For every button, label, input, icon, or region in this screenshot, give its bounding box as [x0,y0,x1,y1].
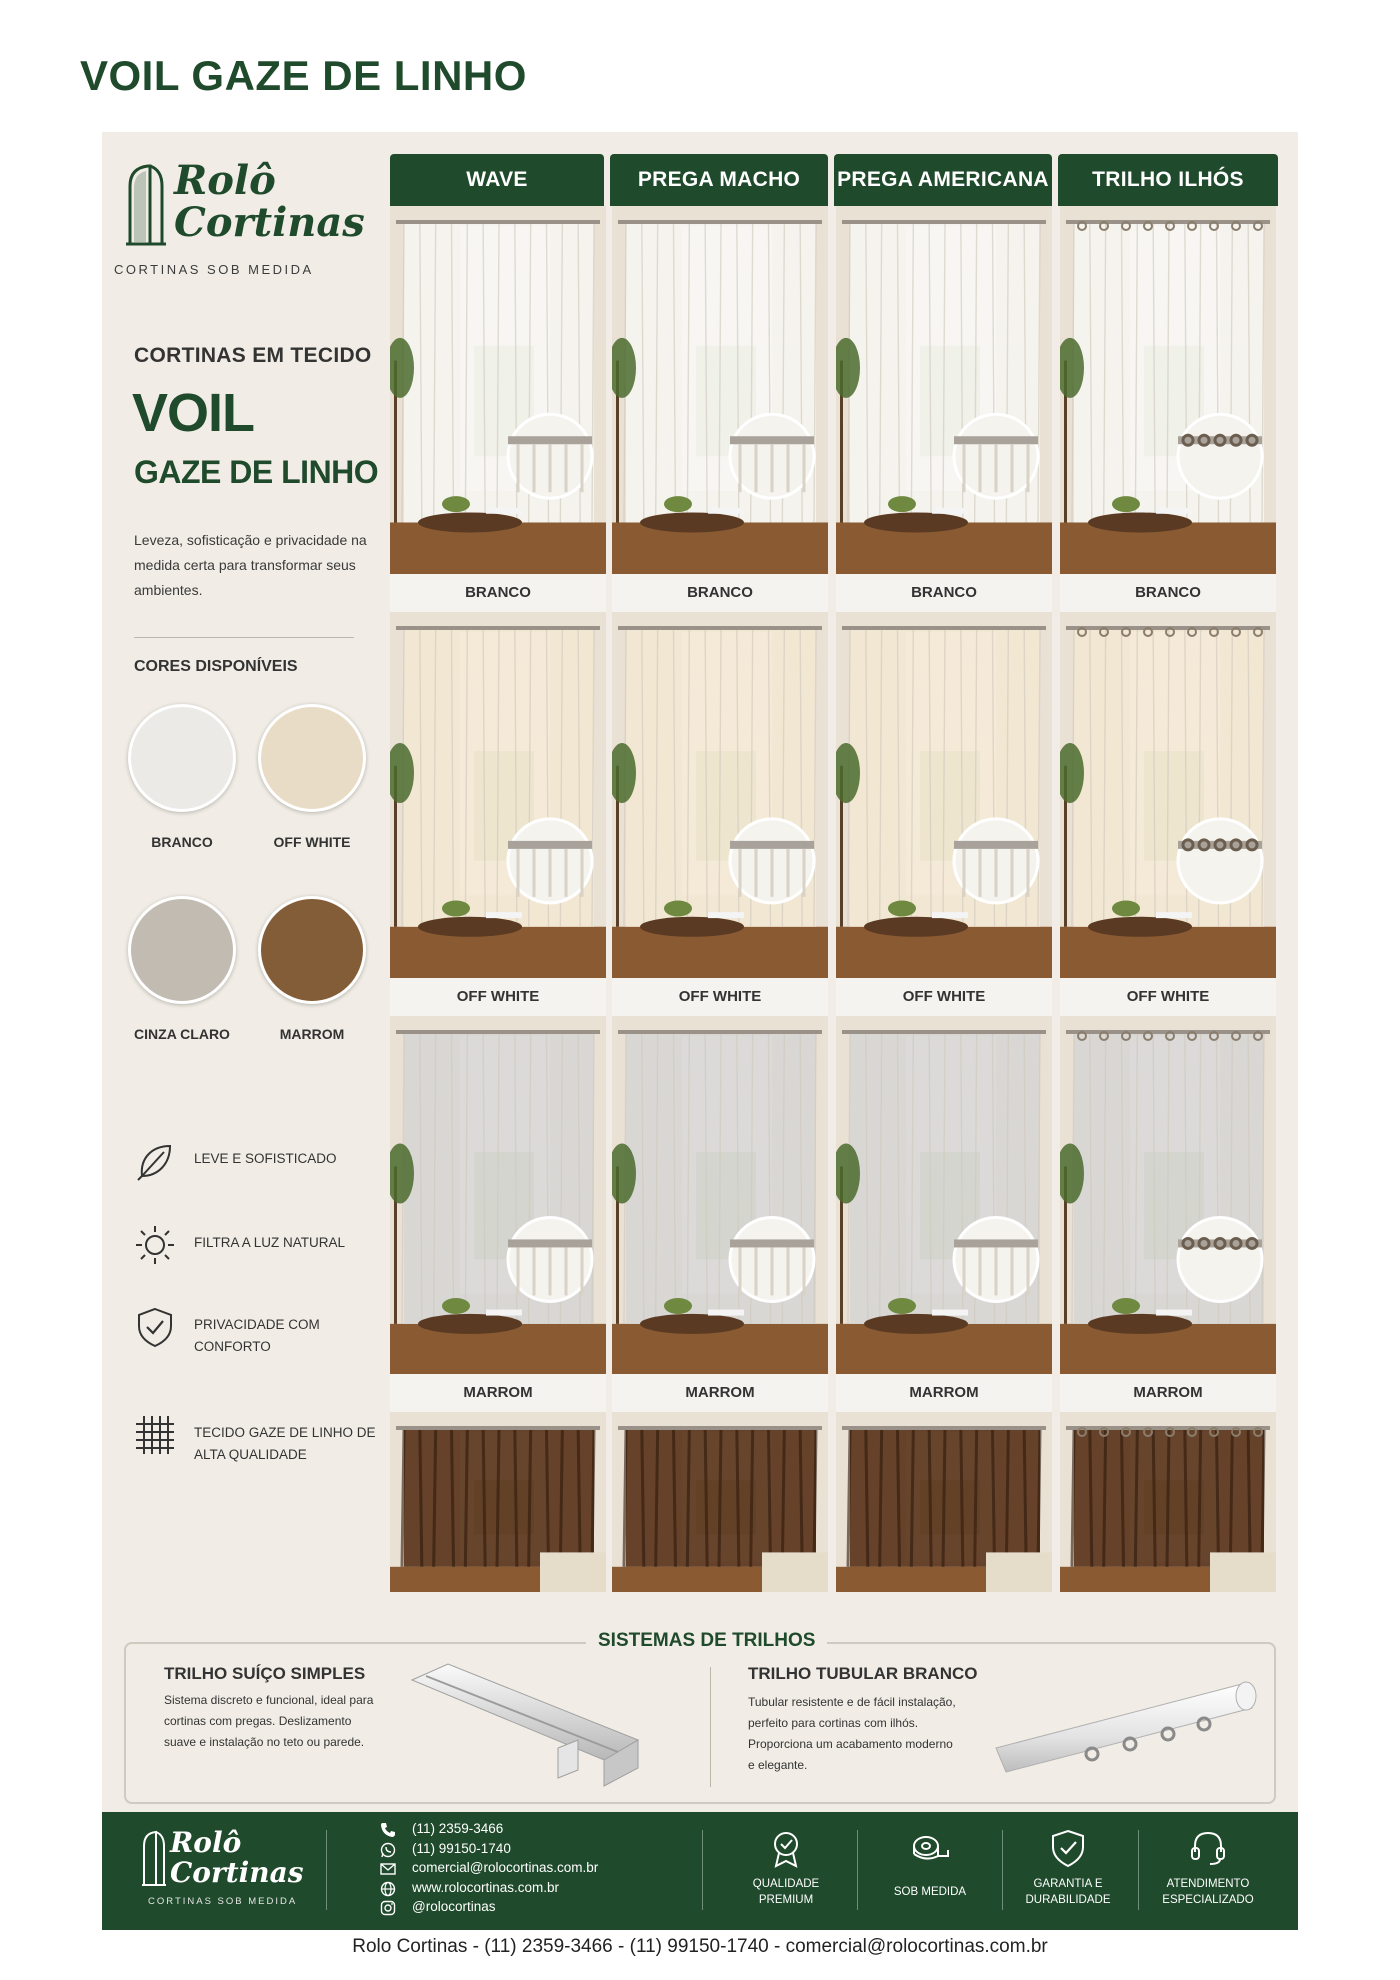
badge-warranty [1008,1828,1128,1908]
footer-brand-line-1: Rolô [170,1826,242,1859]
badge-text: SOB MEDIDA [893,1886,967,1898]
badge-text: GARANTIA E DURABILIDADE [1025,1878,1111,1906]
curtain-photo-cell [836,612,1052,1016]
curtain-color-label: OFF WHITE [612,978,828,1016]
rail-desc-tubular: Tubular resistente e de fácil instalação, perfeito para cortinas com ilhós. Proporciona um acabamento moderno e elegante. [748,1695,956,1772]
swatch-circle [258,704,366,812]
swatch-label: BRANCO [151,834,213,850]
footer-divider [326,1830,327,1910]
curtain-photo [1060,612,1276,978]
curtain-photo [1060,1016,1276,1374]
curtain-color-label: MARROM [390,1374,606,1412]
curtain-photo [836,1016,1052,1374]
shield-check-icon [1048,1828,1088,1868]
headset-icon [1188,1828,1228,1868]
phone-icon [380,1822,396,1838]
feature-light-filter [134,1224,384,1284]
curtain-photo [390,612,606,978]
rail-desc-suico: Sistema discreto e funcional, ideal para cortinas com pregas. Deslizamento suave e instalação no teto ou parede. [164,1693,374,1749]
curtain-color-label: BRANCO [1060,574,1276,612]
column-header-prega-americana: PREGA AMERICANA [834,154,1052,206]
curtain-photo-cell [836,1016,1052,1412]
hero-subtitle: GAZE DE LINHO [134,454,379,490]
curtain-photo [612,612,828,978]
column-header-trilho-ilhos: TRILHO ILHÓS [1058,154,1278,206]
curtain-photo-cell [390,1412,606,1592]
badge-quality [726,1828,846,1908]
page-title: VOIL GAZE DE LINHO [80,52,527,99]
curtain-color-label: OFF WHITE [390,978,606,1016]
swatch-circle [128,704,236,812]
product-poster [102,132,1298,1930]
feature-light [134,1140,384,1200]
curtain-photo-cell [836,206,1052,612]
swatch-marrom [258,896,368,1042]
curtain-photo-cell [390,612,606,1016]
swatch-off-white [258,704,368,850]
badge-text: ATENDIMENTO ESPECIALIZADO [1162,1878,1254,1906]
curtain-photo-cell [612,206,828,612]
feature-text: TECIDO GAZE DE LINHO DE ALTA QUALIDADE [194,1425,376,1462]
curtain-photo [612,1016,828,1374]
contact-text: @rolocortinas [412,1899,496,1914]
brand-line-1: Rolô [174,157,276,204]
hero-title: VOIL [132,383,255,443]
curtain-photo [1060,206,1276,574]
swatch-label: MARROM [279,1026,345,1042]
curtain-photo [1060,1412,1276,1592]
curtain-photo-cell [612,612,828,1016]
curtain-photo-cell [612,1016,828,1412]
contact-text: (11) 99150-1740 [412,1840,511,1856]
brand-tagline: CORTINAS SOB MEDIDA [114,262,314,277]
weave-grid-icon [134,1414,176,1456]
curtain-photo [836,206,1052,574]
contact-text: comercial@rolocortinas.com.br [412,1860,599,1875]
curtain-color-label: OFF WHITE [836,978,1052,1016]
swatch-cinza-claro [128,896,238,1042]
curtain-photo-cell [1060,612,1276,1016]
feature-fabric [134,1414,384,1474]
leaf-icon [134,1140,176,1182]
feature-text: FILTRA A LUZ NATURAL [194,1235,346,1250]
badge-text: QUALIDADE PREMIUM [752,1878,820,1906]
curtain-color-label: MARROM [612,1374,828,1412]
curtain-color-label: MARROM [836,1374,1052,1412]
curtain-photo [390,206,606,574]
footer-divider [857,1830,858,1910]
rails-title: SISTEMAS DE TRILHOS [586,1630,827,1652]
column-header-prega-macho: PREGA MACHO [610,154,828,206]
colors-heading: CORES DISPONÍVEIS [134,658,298,675]
feature-privacy [134,1306,384,1366]
footer-tagline: CORTINAS SOB MEDIDA [148,1896,298,1907]
footer-brand-line-2: Cortinas [170,1856,304,1889]
swiss-rail-image [408,1660,642,1790]
sun-icon [134,1224,176,1266]
curtain-photo-cell [612,1412,828,1592]
curtain-photo [390,1016,606,1374]
footer-divider [1138,1830,1139,1910]
badge-support [1148,1828,1268,1908]
globe-icon [380,1881,396,1897]
swatch-branco [128,704,238,850]
mail-icon [380,1861,396,1877]
curtain-photo-cell [390,206,606,612]
contact-text: www.rolocortinas.com.br [412,1879,560,1895]
swatch-circle [258,896,366,1004]
swatch-label: OFF WHITE [273,834,351,850]
curtain-photo [836,1412,1052,1592]
divider [134,637,354,638]
swatch-circle [128,896,236,1004]
whatsapp-icon [380,1842,396,1858]
curtain-photo-cell [1060,206,1276,612]
curtain-photo-cell [1060,1016,1276,1412]
window-logo-icon [126,164,166,246]
brand-line-2: Cortinas [174,199,365,246]
curtain-color-label: OFF WHITE [1060,978,1276,1016]
badge-custom-size [870,1828,990,1900]
curtain-photo [612,206,828,574]
curtain-color-label: BRANCO [612,574,828,612]
footer-divider [1002,1830,1003,1910]
curtain-photo [390,1412,606,1592]
feature-text: PRIVACIDADE COM CONFORTO [194,1317,320,1354]
curtain-photo-cell [390,1016,606,1412]
hero-kicker: CORTINAS EM TECIDO [134,344,372,367]
window-logo-icon [142,1830,166,1886]
curtain-photo-cell [836,1412,1052,1592]
hero-intro: Leveza, sofisticação e privacidade na medida certa para transformar seus ambientes. [134,532,367,598]
rail-name-tubular: TRILHO TUBULAR BRANCO [748,1664,978,1683]
brand-wordmark [174,157,365,246]
curtain-photo-cell [1060,1412,1276,1592]
curtain-color-label: BRANCO [390,574,606,612]
contact-text: (11) 2359-3466 [412,1821,504,1836]
curtain-color-label: MARROM [1060,1374,1276,1412]
feature-text: LEVE E SOFISTICADO [194,1151,337,1166]
tape-measure-icon [910,1828,950,1868]
curtain-color-label: BRANCO [836,574,1052,612]
award-icon [766,1828,806,1868]
curtain-photo [836,612,1052,978]
shield-check-icon [134,1306,176,1348]
bottom-contact-line: Rolo Cortinas - (11) 2359-3466 - (11) 99150-1740 - comercial@rolocortinas.com.br [352,1936,1048,1957]
rails-divider [710,1667,711,1787]
footer-band [102,1812,1298,1930]
footer-divider [702,1830,703,1910]
curtain-photo [612,1412,828,1592]
column-header-wave: WAVE [390,154,604,206]
tubular-rail-image [992,1662,1262,1782]
swatch-label: CINZA CLARO [134,1026,230,1042]
footer-wordmark [170,1828,304,1888]
rail-name-suico: TRILHO SUÍÇO SIMPLES [164,1664,366,1683]
instagram-icon [380,1900,396,1916]
